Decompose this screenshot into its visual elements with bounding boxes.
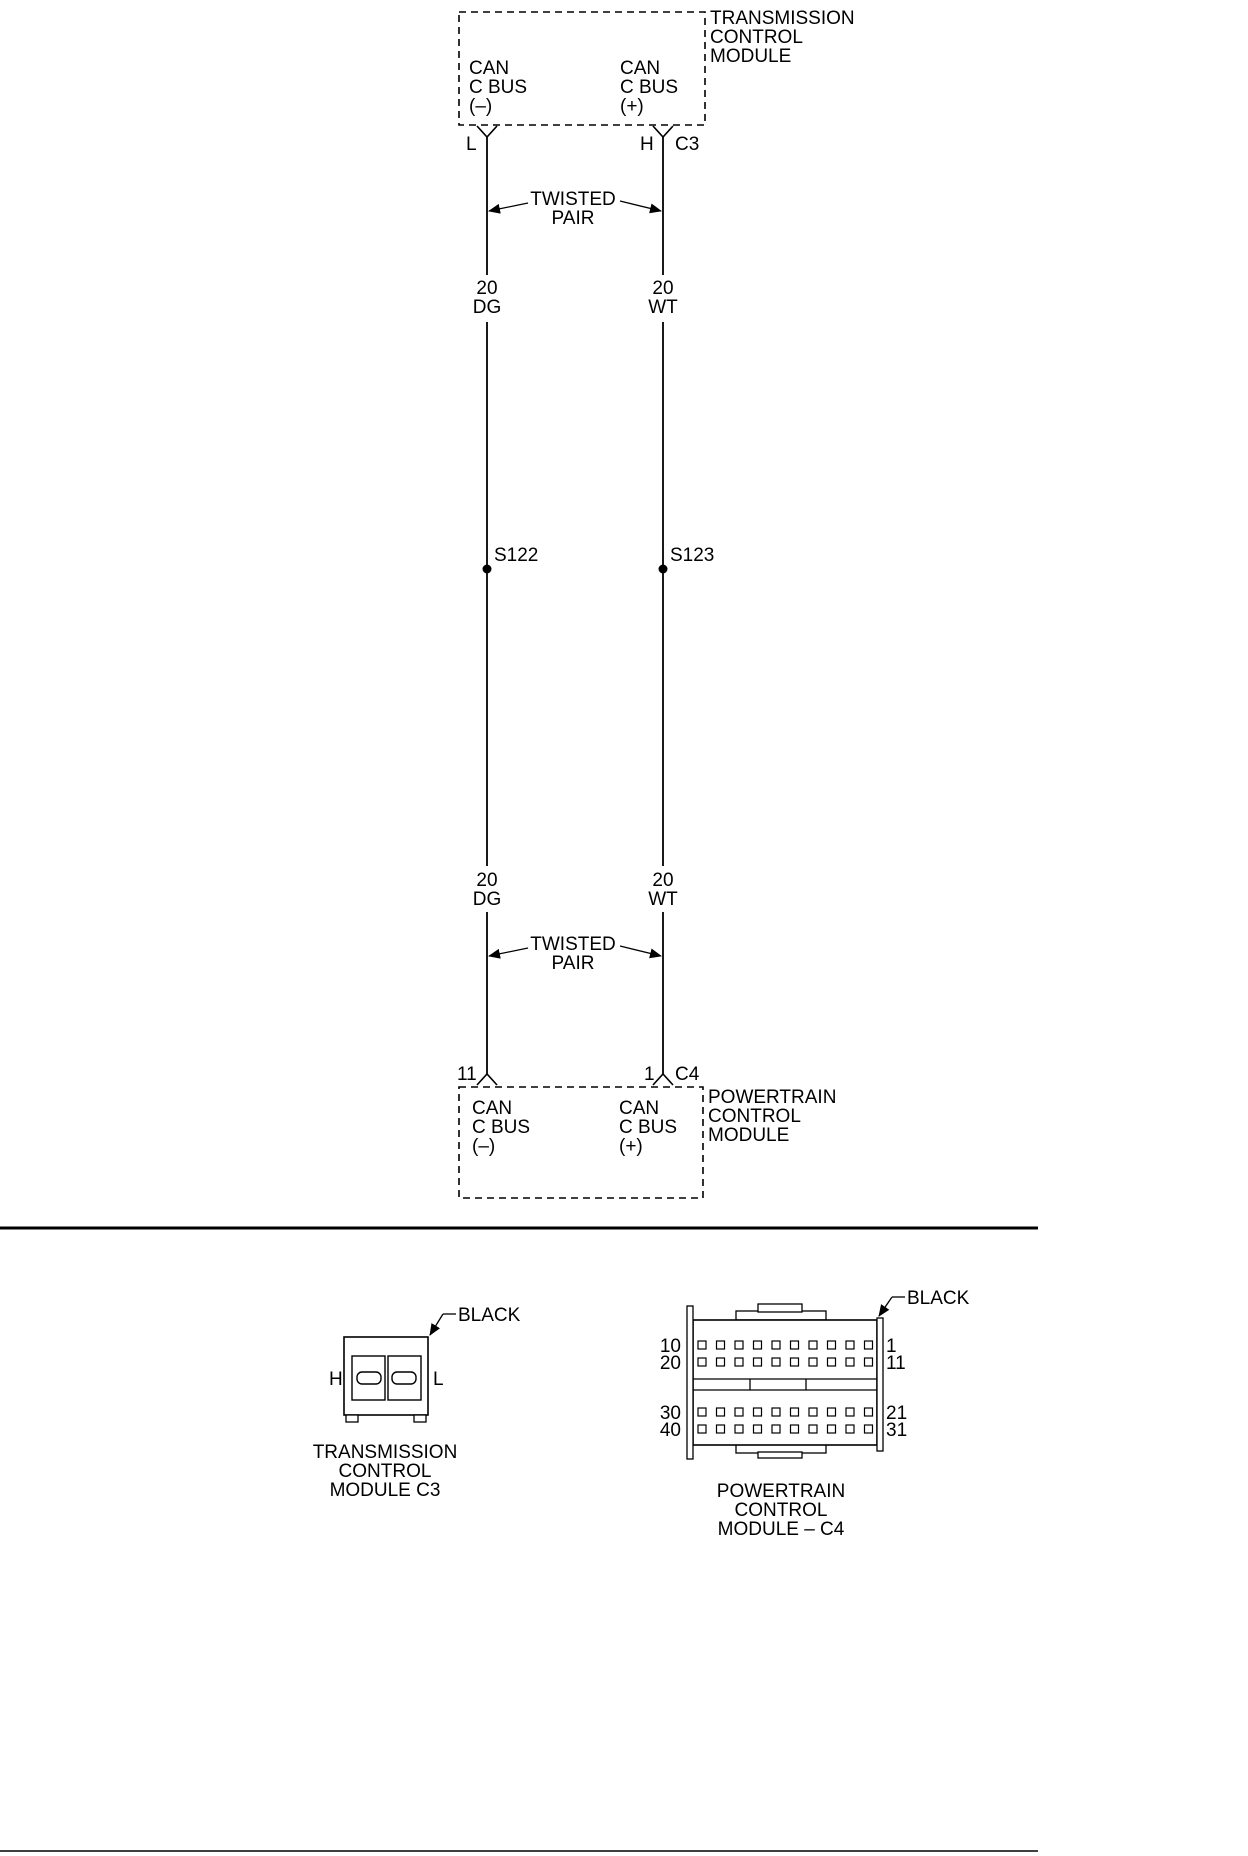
pcm-c4-row-label-31: 31 (886, 1420, 908, 1441)
tcm-c3-caption-1: TRANSMISSION (312, 1442, 458, 1463)
pcm-c4-pin-cavity (754, 1425, 762, 1433)
twisted-pair-bottom-left-arrow (489, 948, 528, 956)
pcm-connector-label: C4 (675, 1064, 700, 1085)
splice-s123-label: S123 (670, 545, 715, 566)
tcm-c3-pin-l-label: L (433, 1369, 444, 1390)
pcm-left-pin-line-2: C BUS (472, 1117, 531, 1138)
wire-right-color-top: WT (648, 297, 678, 318)
wire-left-gauge-top: 20 (476, 278, 498, 299)
twisted-pair-top-right-arrow (620, 201, 661, 211)
pcm-name-3: MODULE (708, 1125, 790, 1146)
tcm-c3-pin-h-label: H (329, 1369, 343, 1390)
tcm-pin-h-terminal (653, 126, 673, 137)
pcm-pin-1-label: 1 (644, 1064, 655, 1085)
pcm-c4-pin-cavity (809, 1408, 817, 1416)
tcm-connector-label: C3 (675, 134, 700, 155)
pcm-c4-pin-cavity (735, 1425, 743, 1433)
tcm-left-pin-line-1: CAN (469, 58, 510, 79)
splice-s123-dot (659, 565, 668, 574)
pcm-c4-row-label-1: 1 (886, 1336, 897, 1357)
pcm-c4-pin-cavity (865, 1341, 873, 1349)
pcm-c4-pin-cavity (754, 1358, 762, 1366)
tcm-name-2: CONTROL (710, 27, 803, 48)
tcm-pin-l-terminal (477, 126, 497, 137)
pcm-name-2: CONTROL (708, 1106, 801, 1127)
pcm-c4-pin-cavity (846, 1358, 854, 1366)
pcm-c4-pin-cavity (698, 1425, 706, 1433)
pcm-c4-left-rail (687, 1306, 693, 1459)
pcm-c4-right-rail (877, 1318, 883, 1451)
pcm-c4-pin-cavity (735, 1358, 743, 1366)
pcm-c4-pin-cavity (772, 1358, 780, 1366)
pcm-pin-1-terminal (653, 1074, 673, 1085)
tcm-c3-color-label: BLACK (458, 1305, 521, 1326)
pcm-c4-row-label-11: 11 (886, 1353, 906, 1374)
splice-s122-label: S122 (494, 545, 539, 566)
wire-left-color-top: DG (472, 297, 502, 318)
tcm-c3-foot-left (346, 1415, 358, 1422)
pcm-c4-pin-cavity (791, 1358, 799, 1366)
tcm-name-3: MODULE (710, 46, 792, 67)
pcm-c4-pin-cavity (772, 1341, 780, 1349)
pcm-c4-pin-cavity (791, 1425, 799, 1433)
tcm-right-pin-line-3: (+) (620, 96, 644, 117)
pcm-c4-row-label-20: 20 (659, 1353, 681, 1374)
wire-left-color-bottom: DG (472, 889, 502, 910)
pcm-pin-11-label: 11 (457, 1064, 477, 1085)
twisted-pair-top-left-arrow (489, 203, 528, 211)
pcm-left-pin-line-3: (–) (472, 1136, 496, 1157)
pcm-pin-11-terminal (477, 1074, 497, 1085)
pcm-c4-caption-3: MODULE – C4 (717, 1519, 845, 1540)
pcm-c4-pin-cavity (772, 1425, 780, 1433)
twisted-pair-bottom-line-2: PAIR (551, 953, 595, 974)
pcm-c4-pin-cavity (791, 1341, 799, 1349)
pcm-c4-row-label-40: 40 (659, 1420, 681, 1441)
twisted-pair-top-line-2: PAIR (551, 208, 595, 229)
wire-right-gauge-top: 20 (652, 278, 674, 299)
pcm-c4-pin-cavity (809, 1341, 817, 1349)
pcm-c4-pin-cavity (828, 1408, 836, 1416)
pcm-right-pin-line-1: CAN (619, 1098, 660, 1119)
wire-left-gauge-bottom: 20 (476, 870, 498, 891)
pcm-c4-pin-cavity (865, 1408, 873, 1416)
pcm-c4-pin-cavity (809, 1358, 817, 1366)
pcm-right-pin-line-2: C BUS (619, 1117, 678, 1138)
tcm-c3-caption-2: CONTROL (338, 1461, 432, 1482)
tcm-pin-h-label: H (640, 134, 654, 155)
tcm-c3-terminal-left (357, 1372, 381, 1384)
pcm-c4-pin-cavity (828, 1341, 836, 1349)
pcm-c4-pin-cavity (846, 1425, 854, 1433)
pcm-c4-connector-view (687, 1304, 883, 1459)
pcm-name-1: POWERTRAIN (708, 1087, 837, 1108)
pcm-c4-pin-cavity (846, 1408, 854, 1416)
pcm-c4-color-arrow (879, 1297, 892, 1316)
wire-right-color-bottom: WT (648, 889, 678, 910)
pcm-c4-pin-cavity (791, 1408, 799, 1416)
pcm-c4-row-label-21: 21 (886, 1403, 908, 1424)
pcm-c4-pin-cavity (754, 1341, 762, 1349)
pcm-c4-pin-cavity (698, 1408, 706, 1416)
tcm-c3-caption-3: MODULE C3 (329, 1480, 441, 1501)
pcm-c4-pin-cavity (846, 1341, 854, 1349)
pcm-c4-pin-cavity (809, 1425, 817, 1433)
tcm-c3-foot-right (414, 1415, 426, 1422)
tcm-pin-l-label: L (466, 134, 477, 155)
twisted-pair-bottom-line-1: TWISTED (530, 934, 616, 955)
splice-s122-dot (483, 565, 492, 574)
pcm-c4-bottom-latch-cap (758, 1452, 802, 1458)
tcm-c3-connector-view (344, 1337, 428, 1422)
tcm-left-pin-line-2: C BUS (469, 77, 528, 98)
pcm-c4-pin-cavity (828, 1425, 836, 1433)
tcm-name-1: TRANSMISSION (710, 8, 855, 29)
pcm-c4-row-label-30: 30 (659, 1403, 681, 1424)
wire-right-gauge-bottom: 20 (652, 870, 674, 891)
pcm-c4-pin-cavity (717, 1408, 725, 1416)
tcm-left-pin-line-3: (–) (469, 96, 493, 117)
pcm-c4-pin-cavity (717, 1425, 725, 1433)
pcm-c4-pin-cavity (865, 1425, 873, 1433)
pcm-c4-pin-cavity (754, 1408, 762, 1416)
twisted-pair-bottom-right-arrow (620, 946, 661, 956)
pcm-c4-pin-cavity (772, 1408, 780, 1416)
pcm-c4-pin-cavity (717, 1358, 725, 1366)
pcm-c4-caption-2: CONTROL (734, 1500, 828, 1521)
tcm-c3-color-arrow (430, 1314, 443, 1335)
tcm-c3-terminal-right (392, 1372, 416, 1384)
pcm-c4-pin-cavity (828, 1358, 836, 1366)
twisted-pair-top-line-1: TWISTED (530, 189, 616, 210)
pcm-c4-pin-cavity (717, 1341, 725, 1349)
pcm-left-pin-line-1: CAN (472, 1098, 513, 1119)
pcm-c4-pin-cavity (865, 1358, 873, 1366)
tcm-right-pin-line-2: C BUS (620, 77, 679, 98)
pcm-c4-pin-cavity (698, 1341, 706, 1349)
pcm-c4-row-label-10: 10 (659, 1336, 681, 1357)
pcm-c4-color-label: BLACK (907, 1288, 970, 1309)
pcm-c4-pin-cavity (735, 1341, 743, 1349)
tcm-right-pin-line-1: CAN (620, 58, 661, 79)
pcm-right-pin-line-3: (+) (619, 1136, 643, 1157)
pcm-c4-top-latch-cap (758, 1304, 802, 1312)
pcm-c4-pin-cavity (735, 1408, 743, 1416)
pcm-c4-pin-cavity (698, 1358, 706, 1366)
pcm-c4-caption-1: POWERTRAIN (716, 1481, 846, 1502)
